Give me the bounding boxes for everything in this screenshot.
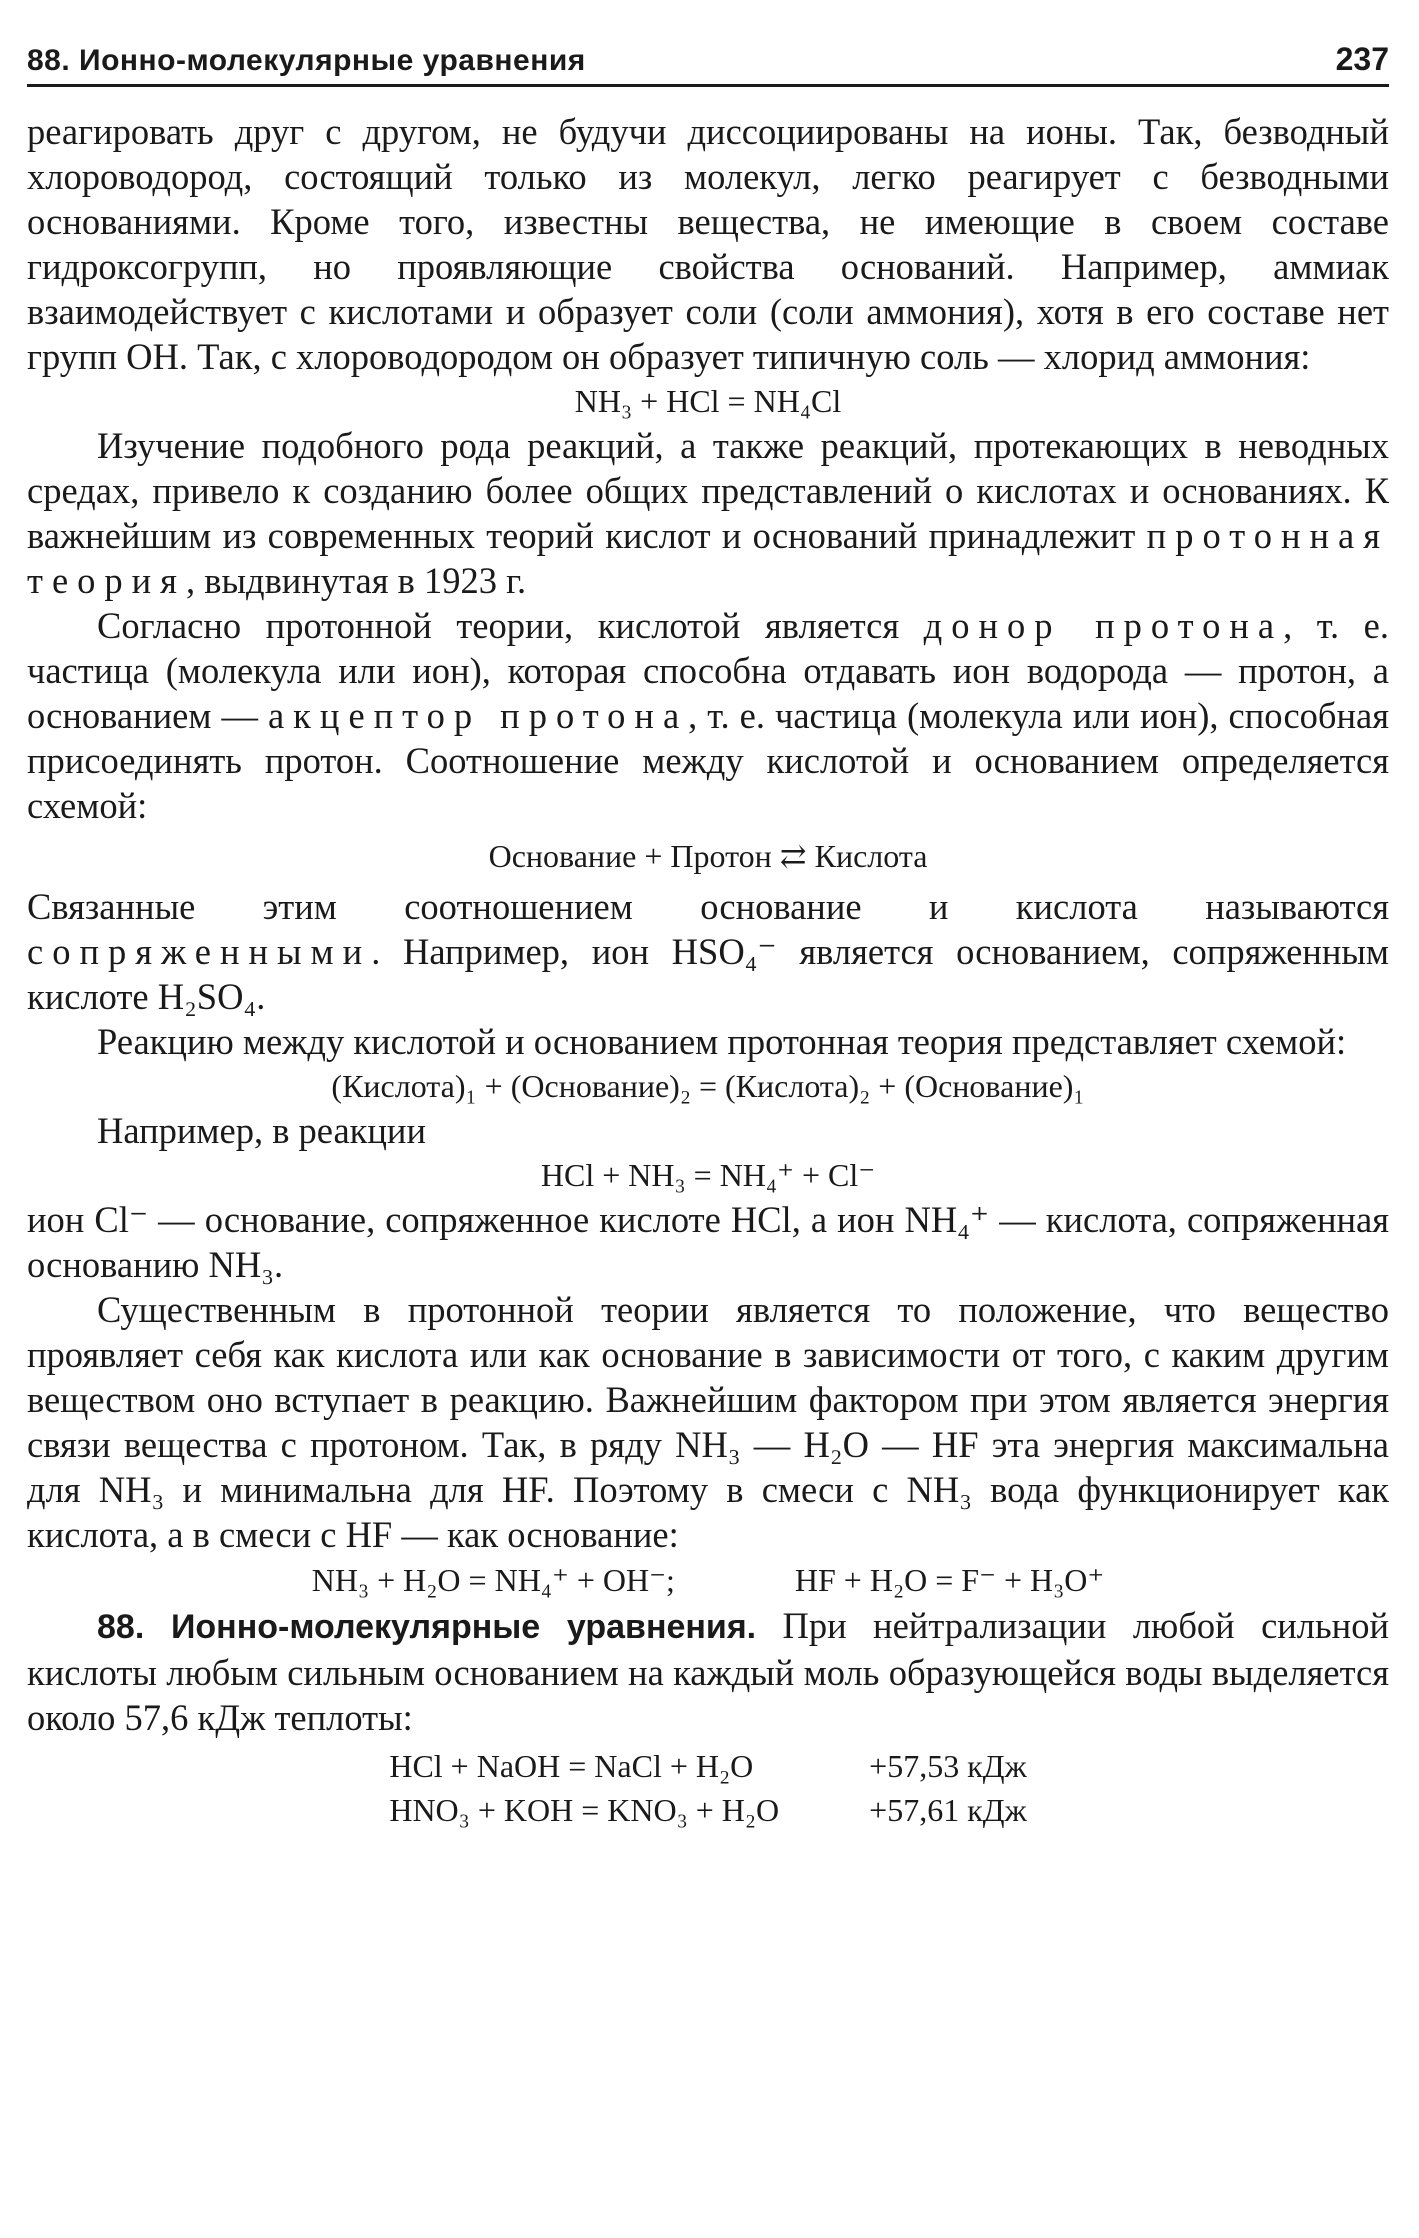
paragraph-2-text-b: , выдвинутая в 1923 г. [185,560,527,601]
body-text [27,109,1389,1832]
formula-nh3-water: NH₃ + H₂O = NH₄⁺ + OH⁻; [311,1562,675,1598]
running-title: 88. Ионно-молекулярные уравнения [27,44,586,77]
term-conjugate: сопряженными [27,931,372,972]
paragraph-4-text-a: Связанные этим соотношением основание и кислота называются [27,886,1389,927]
neutralization-equations [389,1744,1026,1832]
paragraph-3 [27,603,1389,828]
formula-ammonium-chloride: NH₃ + HCl = NH₄Cl [574,383,842,419]
equation-text: HCl + NaOH = NaCl + H₂O [389,1748,754,1784]
term-proton-donor: донор протона [923,605,1284,646]
paragraph-6: Например, в реакции [97,1110,426,1151]
paragraph-1: реагировать друг с другом, не будучи диссоциированы на ионы. Так, безводный хлороводород, состоящий только из молекул, легко реагирует с безводными основаниями. Кроме того, известны вещества, не имеющие в своем составе гидроксогрупп, но проявляющие свойства оснований. Например, аммиак взаимодействует с кислотами и образует соли (соли аммония), хотя в его составе нет групп ОН. Так, с хлороводородом он образует типичную соль — хлорид аммония: [27,111,1389,377]
paragraph-4-text-b: . Например, ион HSO₄⁻ является основанием, сопряженным кислоте H₂SO₄. [27,931,1389,1017]
equation-row [389,1744,1026,1788]
formula-acid-base-scheme: Основание + Протон ⇄ Кислота [488,838,928,874]
formula-row-water [27,1557,1389,1603]
paragraph-8: Существенным в протонной теории является то положение, что вещество проявляет себя как кислота или как основание в зависимости от того, с каким другим веществом оно вступает в реакцию. Важнейшим фактором при этом является энергия связи вещества с протоном. Так, в ряду NH₃ — H₂O — HF эта энергия максимальна для NH₃ и минимальна для HF. Поэтому в смеси с NH₃ вода функционирует как кислота, а в смеси с HF — как основание: [27,1289,1389,1555]
paragraph-3-text-b: , т. е. частица (молекула или ион), которая способна отдавать ион водорода — протон, а основанием — [27,605,1389,736]
equation-text: HNO₃ + KOH = KNO₃ + H₂O [389,1792,780,1828]
formula-general-reaction: (Кислота)₁ + (Основание)₂ = (Кислота)₂ + (Основание)₁ [331,1068,1085,1104]
book-page [27,32,1389,1832]
equation-row [389,1788,1026,1832]
paragraph-3-text-c: , т. е. частица (молекула или ион), способная присоединять протон. Соотношение между кислотой и основанием определяется схемой: [27,695,1389,826]
paragraph-9-text: При нейтрализации любой сильной кислоты любым сильным основанием на каждый моль образующейся воды выделяется около 57,6 кДж теплоты: [27,1605,1389,1738]
paragraph-7: ион Cl⁻ — основание, сопряженное кислоте HCl, а ион NH₄⁺ — кислота, сопряженная основанию NH₃. [27,1199,1389,1285]
equation-heat: +57,61 кДж [869,1792,1027,1828]
formula-hf-water: HF + H₂O = F⁻ + H₃O⁺ [794,1562,1105,1598]
paragraph-5: Реакцию между кислотой и основанием протонная теория представляет схемой: [97,1021,1347,1062]
page-header [27,32,1389,87]
section-heading: 88. Ионно-молекулярные уравнения. [97,1608,757,1646]
paragraph-3-text-a: Согласно протонной теории, кислотой является [97,605,924,646]
page-number: 237 [1335,41,1389,77]
term-proton-theory: протонная теория [27,515,1389,601]
term-proton-acceptor: акцептор протона [267,695,689,736]
paragraph-2-text-a: Изучение подобного рода реакций, а также реакций, протекающих в неводных средах, привело к созданию более общих представлений о кислотах и основаниях. К важнейшим из современных теорий кислот и оснований принадлежит [27,425,1389,556]
formula-hcl-nh3: HCl + NH₃ = NH₄⁺ + Cl⁻ [540,1157,876,1193]
paragraph-9 [27,1603,1389,1740]
paragraph-4 [27,884,1389,1019]
paragraph-2 [27,423,1389,603]
equation-heat: +57,53 кДж [869,1748,1027,1784]
